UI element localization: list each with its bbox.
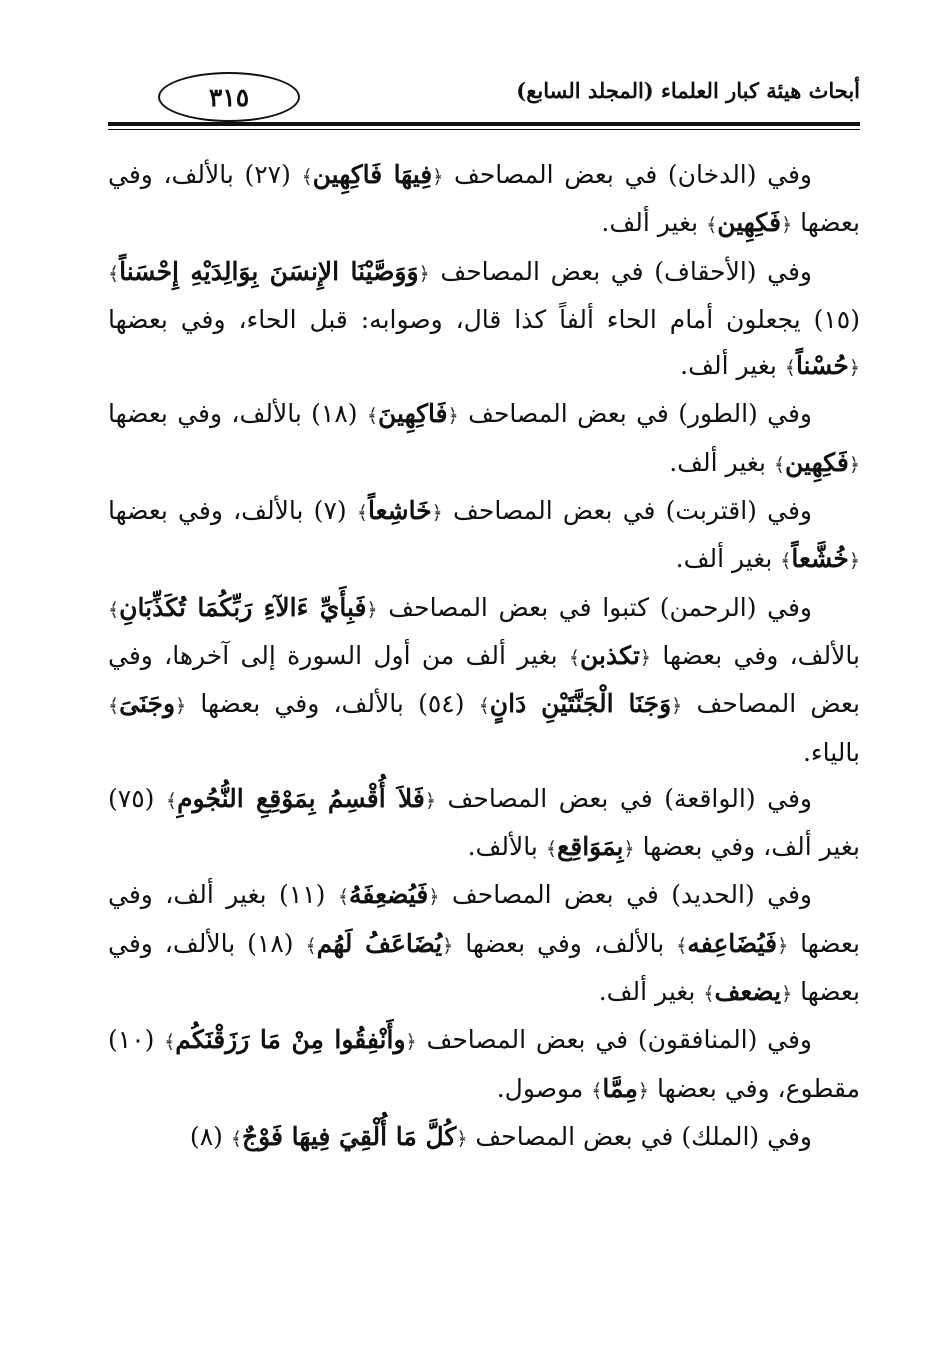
verse-open-bracket-icon: ﴿ bbox=[447, 405, 459, 428]
verse-close-bracket-icon: ﴾ bbox=[164, 1031, 176, 1054]
text-run: وفي (اقتربت) في بعض المصاحف bbox=[442, 496, 812, 526]
verse-close-bracket-icon: ﴾ bbox=[108, 598, 120, 621]
verse-open-bracket-icon: ﴿ bbox=[639, 646, 652, 669]
text-run: وفي (المنافقون) في بعض المصاحف bbox=[416, 1025, 813, 1055]
verse-open-bracket-icon: ﴿ bbox=[781, 214, 793, 237]
verse-open-bracket-icon: ﴿ bbox=[848, 550, 860, 573]
verse-close-bracket-icon: ﴾ bbox=[108, 695, 120, 718]
text-run: بالألف. bbox=[467, 832, 546, 862]
text-run: بغير ألف. bbox=[680, 351, 785, 381]
text-run: (١٨) بالألف، وفي بعضها bbox=[108, 399, 367, 429]
paragraph bbox=[108, 776, 860, 873]
text-run: بالألف، وفي بعضها bbox=[651, 640, 860, 670]
verse-close-bracket-icon: ﴾ bbox=[366, 405, 379, 428]
paragraph bbox=[108, 488, 860, 585]
quran-verse: مِمَّا bbox=[602, 1073, 638, 1103]
paragraph bbox=[108, 249, 860, 392]
quran-verse: وأَنْفِقُوا مِنْ مَا رَزَقْنَكُم bbox=[175, 1025, 406, 1055]
paragraph bbox=[108, 872, 860, 1017]
verse-open-bracket-icon: ﴿ bbox=[424, 789, 437, 812]
text-run: وفي (الواقعة) في بعض المصاحف bbox=[436, 783, 812, 813]
header-rule-thin bbox=[108, 129, 860, 130]
verse-open-bracket-icon: ﴿ bbox=[671, 695, 683, 718]
verse-close-bracket-icon: ﴾ bbox=[165, 789, 178, 812]
verse-open-bracket-icon: ﴿ bbox=[431, 502, 443, 525]
verse-close-bracket-icon: ﴾ bbox=[356, 502, 368, 525]
verse-open-bracket-icon: ﴿ bbox=[848, 453, 860, 476]
page-header bbox=[108, 64, 860, 128]
quran-verse: وجَنَىَ bbox=[119, 689, 176, 719]
page-number: ٣١٥ bbox=[158, 72, 300, 122]
verse-open-bracket-icon: ﴿ bbox=[442, 934, 454, 957]
body-text bbox=[108, 152, 860, 1162]
verse-close-bracket-icon: ﴾ bbox=[706, 214, 718, 237]
verse-close-bracket-icon: ﴾ bbox=[784, 357, 796, 380]
verse-close-bracket-icon: ﴾ bbox=[478, 695, 490, 718]
quran-verse: فَلاَ أُقْسِمُ بِمَوْقِعِ النُّجُومِ bbox=[177, 783, 425, 813]
verse-open-bracket-icon: ﴿ bbox=[432, 166, 444, 188]
verse-close-bracket-icon: ﴾ bbox=[337, 886, 350, 909]
quran-verse: وَوَصَّيْنَا الإِنسَنَ بِوَالِدَيْهِ إِحْسَناً bbox=[119, 256, 419, 286]
quran-verse: خُشَّعاً bbox=[791, 544, 849, 574]
text-run: (١٠) مقطوع، وفي بعضها bbox=[108, 1025, 860, 1103]
text-run: وفي (الملك) في بعض المصاحف bbox=[467, 1121, 812, 1151]
text-run: بغير ألف. bbox=[601, 208, 707, 238]
quran-verse: كُلَّ مَا أُلْقِيَ فِيهَا فَوْجٌ bbox=[241, 1121, 457, 1151]
verse-close-bracket-icon: ﴾ bbox=[703, 983, 715, 1006]
verse-open-bracket-icon: ﴿ bbox=[777, 934, 789, 957]
running-title: أبحاث هيئة كبار العلماء (المجلد السابع) bbox=[516, 78, 860, 103]
text-run: وفي (الأحقاف) في بعض المصاحف bbox=[429, 256, 812, 286]
text-run: بغير ألف من أول السورة إلى آخرها، وفي بعض المصاحف bbox=[108, 640, 860, 719]
text-run: وفي (الرحمن) كتبوا في بعض المصاحف bbox=[377, 592, 813, 622]
paragraph bbox=[108, 585, 860, 776]
verse-open-bracket-icon: ﴿ bbox=[781, 983, 793, 1006]
text-run: (١١) بغير ألف، وفي بعضها bbox=[108, 880, 860, 958]
verse-close-bracket-icon: ﴾ bbox=[545, 838, 557, 861]
verse-open-bracket-icon: ﴿ bbox=[456, 1127, 468, 1150]
quran-verse: فَيُضَاعِفه bbox=[687, 928, 778, 958]
text-run: وفي (الدخان) في بعض المصاحف bbox=[443, 160, 812, 189]
paragraph bbox=[108, 391, 860, 488]
verse-open-bracket-icon: ﴿ bbox=[637, 1079, 649, 1102]
text-run: موصول. bbox=[496, 1073, 592, 1103]
text-run: بالألف، وفي بعضها bbox=[453, 928, 677, 958]
verse-open-bracket-icon: ﴿ bbox=[848, 357, 860, 380]
text-run: وفي (الحديد) في بعض المصاحف bbox=[439, 880, 813, 910]
quran-verse: بِمَوَاقِع bbox=[556, 832, 624, 862]
quran-verse: فَاكِهِينَ bbox=[378, 399, 448, 429]
verse-open-bracket-icon: ﴿ bbox=[175, 695, 187, 718]
quran-verse: فَكِهِين bbox=[785, 447, 849, 477]
verse-open-bracket-icon: ﴿ bbox=[428, 886, 440, 909]
verse-close-bracket-icon: ﴾ bbox=[773, 453, 785, 476]
verse-open-bracket-icon: ﴿ bbox=[405, 1031, 417, 1054]
text-run: (٧٥) بغير ألف، وفي بعضها bbox=[108, 783, 860, 862]
text-run: بغير ألف. bbox=[669, 447, 774, 477]
paragraph bbox=[108, 1017, 860, 1114]
paragraph bbox=[108, 152, 860, 249]
text-run: بغير ألف. bbox=[675, 544, 781, 574]
header-rule bbox=[108, 122, 860, 126]
quran-verse: تكذبن bbox=[580, 640, 640, 670]
paragraph bbox=[108, 1114, 860, 1162]
quran-verse: يضعف bbox=[714, 977, 782, 1007]
verse-open-bracket-icon: ﴿ bbox=[623, 838, 635, 861]
quran-verse: خَاشِعاً bbox=[367, 496, 432, 526]
text-run: بغير ألف. bbox=[598, 977, 704, 1007]
verse-close-bracket-icon: ﴾ bbox=[305, 934, 317, 957]
verse-close-bracket-icon: ﴾ bbox=[676, 934, 688, 957]
quran-verse: فِيهَا فَاكِهِين bbox=[312, 160, 433, 189]
verse-close-bracket-icon: ﴾ bbox=[568, 646, 581, 669]
text-run: (١٨) بالألف، وفي بعضها bbox=[108, 928, 860, 1007]
text-run: (١٥) يجعلون أمام الحاء ألفاً كذا قال، وصوابه: قبل الحاء، وفي بعضها bbox=[108, 304, 860, 334]
text-run: (٨) bbox=[189, 1121, 231, 1151]
verse-close-bracket-icon: ﴾ bbox=[780, 550, 792, 573]
verse-open-bracket-icon: ﴿ bbox=[418, 262, 430, 285]
quran-verse: فَكِهِين bbox=[717, 208, 782, 238]
verse-open-bracket-icon: ﴿ bbox=[366, 598, 378, 621]
quran-verse: حُسْناً bbox=[795, 351, 849, 381]
quran-verse: فَبِأَيِّ ءَالآءِ رَبِّكُمَا تُكَذِّبَانِ bbox=[119, 592, 367, 622]
text-run: وفي (الطور) في بعض المصاحف bbox=[458, 399, 812, 429]
verse-close-bracket-icon: ﴾ bbox=[301, 166, 313, 188]
text-run: (٥٤) بالألف، وفي بعضها bbox=[186, 689, 479, 719]
text-run: بالياء. bbox=[802, 737, 860, 767]
quran-verse: وَجَنَا الْجَنَّتَيْنِ دَانٍ bbox=[489, 689, 672, 719]
verse-close-bracket-icon: ﴾ bbox=[230, 1127, 242, 1150]
text-run: (٢٧) بالألف، وفي بعضها bbox=[108, 160, 860, 238]
verse-close-bracket-icon: ﴾ bbox=[591, 1079, 603, 1102]
quran-verse: يُضَاعَفُ لَهُم bbox=[316, 928, 443, 958]
verse-close-bracket-icon: ﴾ bbox=[108, 262, 120, 285]
quran-verse: فَيُضعِفَهُ bbox=[349, 880, 429, 910]
text-run: (٧) بالألف، وفي بعضها bbox=[108, 496, 357, 526]
